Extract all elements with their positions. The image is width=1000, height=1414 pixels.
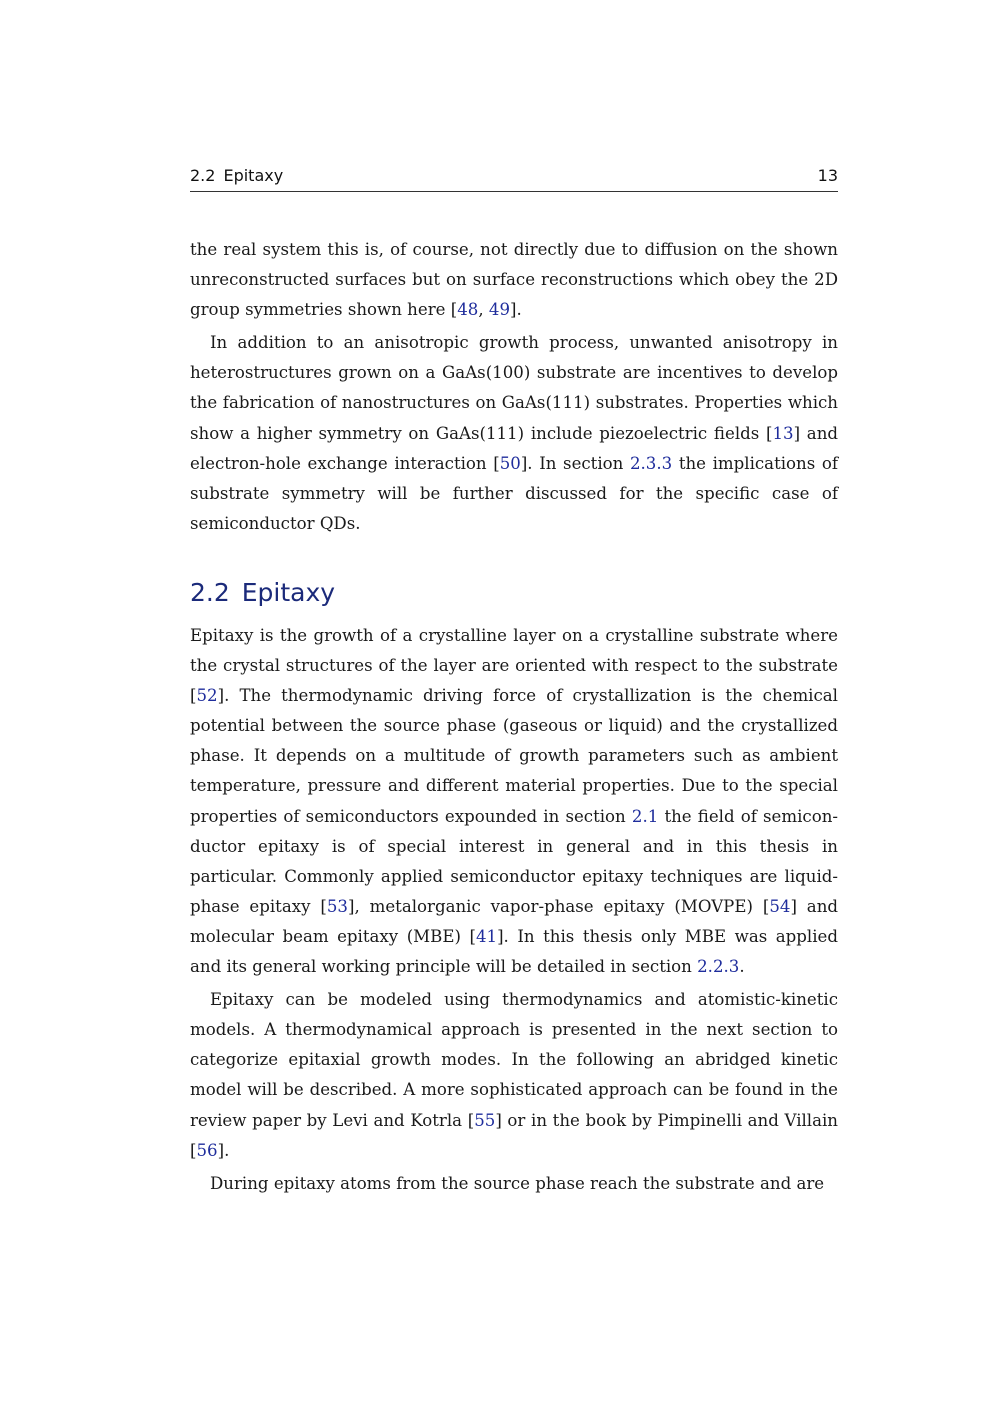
citation-link[interactable]: 54 xyxy=(769,896,791,916)
section-cross-reference[interactable]: 2.3.3 xyxy=(629,453,673,473)
running-header-section-number: 2.2 xyxy=(190,166,216,185)
citation-link[interactable]: 13 xyxy=(772,423,794,443)
citation-link[interactable]: 41 xyxy=(475,926,498,946)
citation-link[interactable]: 52 xyxy=(196,686,218,706)
section-cross-reference[interactable]: 2.2.3 xyxy=(697,957,740,977)
citation-link[interactable]: 53 xyxy=(326,896,348,916)
page-number: 13 xyxy=(817,166,838,185)
citation-link[interactable]: 56 xyxy=(196,1140,218,1160)
paragraph-anisotropy: In addition to an anisotropic growth process, unwanted anisotropy in heterostructures grown on a GaAs(100) substrate are incentives to develop the fabrication of nanostructures on GaAs(111) substrates. Properties which show a higher symmetry on GaAs(111) include piezoelectric fields [13] and electron-hole exchange interaction [50]. In section 2.3.3 the implications of substrate symmetry will be further discussed for the specific case of semiconductor QDs. xyxy=(190,333,838,533)
paragraph-epitaxy-definition: Epitaxy is the growth of a crystalline layer on a crystalline substrate where the crystal structures of the layer are oriented with respect to the substrate [52]. The thermodynamic driving force of crystallization is the chemical potential between the source phase (gaseous or liquid) and the crystallized phase. It depends on a multitude of growth parameters such as ambient temperature, pressure and different material properties. Due to the special properties of semiconductors expounded in section 2.1 the field of semiconductor epitaxy is of special interest in general and in this thesis in particular. Commonly applied semiconductor epitaxy techniques are liquid-phase epitaxy [53], metalorganic vapor-phase epitaxy (MOVPE) [54] and molecular beam epitaxy (MBE) [41]. In this thesis only MBE was applied and its general working principle will be detailed in section 2.2.3. xyxy=(190,626,839,977)
paragraph-continuation: the real system this is, of course, not directly due to diffusion on the shown unreconstructed surfaces but on surface reconstructions which obey the 2D group symmetries shown here [48, 49]. xyxy=(190,240,838,320)
paragraph-modeling: Epitaxy can be modeled using thermodynamics and atomistic-kinetic models. A thermodynamical approach is presented in the next section to categorize epitaxial growth modes. In the following an abridged kinetic model will be described. A more sophisticated approach can be found in the review paper by Levi and Kotrla [55] or in the book by Pimpinelli and Villain [56]. xyxy=(190,990,838,1160)
section-cross-reference[interactable]: 2.1 xyxy=(631,806,659,826)
section-number: 2.2 xyxy=(190,578,230,607)
running-header xyxy=(190,165,838,192)
body-text-section xyxy=(190,621,838,1202)
citation-link[interactable]: 49 xyxy=(488,300,511,320)
citation-link[interactable]: 55 xyxy=(474,1110,496,1130)
running-header-section-title: Epitaxy xyxy=(223,166,284,185)
section-heading xyxy=(190,578,335,607)
running-header-title xyxy=(190,166,283,185)
section-title: Epitaxy xyxy=(241,578,336,607)
citation-link[interactable]: 48 xyxy=(457,300,479,320)
body-text-top xyxy=(190,235,838,542)
paragraph-during-epitaxy: During epitaxy atoms from the source phase reach the substrate and are xyxy=(210,1173,825,1193)
citation-link[interactable]: 50 xyxy=(499,453,521,473)
